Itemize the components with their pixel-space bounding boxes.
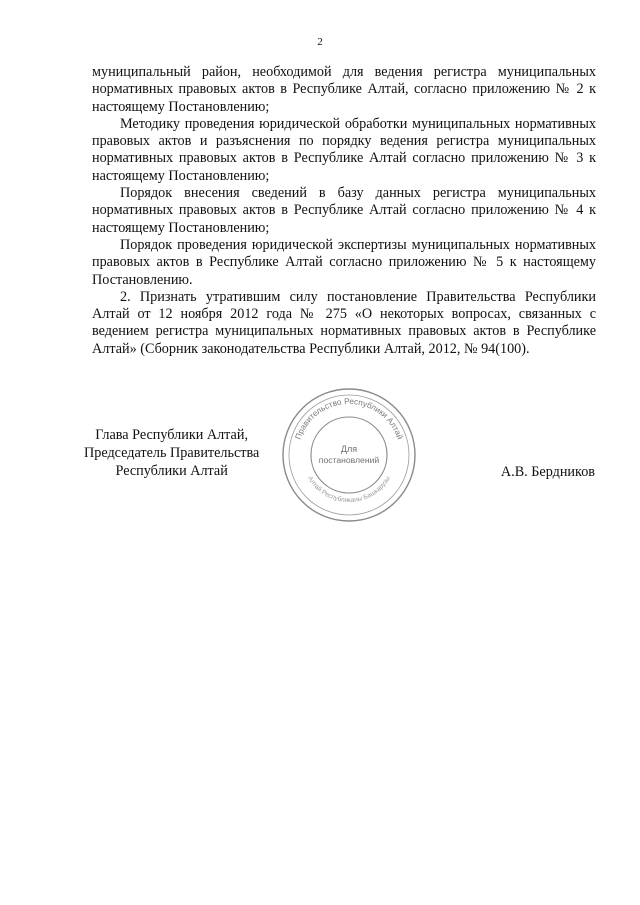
seal-center-line-2: постановлений <box>318 455 380 465</box>
official-seal-stamp <box>280 386 418 524</box>
seal-ring-text-lower: Алтай Республиканы Башкарузы <box>306 475 392 505</box>
paragraph-5: 2. Признать утратившим силу постановление Правительства Республики Алтай от 12 ноября 2012 года № 275 «О некоторых вопросах, связанных с ведением регистра муниципальных нормативных правовых актов в Республике Алтай» (Сборник законодательства Республики Алтай, 2012, № 94(100). <box>92 288 596 357</box>
paragraph-3: Порядок внесения сведений в базу данных регистра муниципальных нормативных правовых актов в Республике Алтай согласно приложению № 4 к настоящему Постановлению; <box>92 185 596 236</box>
signatory-name: А.В. Бердников <box>500 464 595 480</box>
signatory-title-line-3: Республики Алтай <box>115 463 228 479</box>
signatory-title-line-2: Председатель Правительства <box>84 445 260 461</box>
signatory-title-line-1: Глава Республики Алтай, <box>95 427 248 443</box>
paragraph-1: муниципальный район, необходимой для ведения регистра муниципальных нормативных правовых актов в Республике Алтай, согласно приложению № 2 к настоящему Постановлению; <box>92 64 596 115</box>
seal-center-line-1: Для <box>340 444 358 454</box>
page-number: 2 <box>317 36 323 48</box>
signatory-title <box>84 426 259 480</box>
seal-ring-text: Правительство Республики Алтай <box>293 396 405 441</box>
paragraph-4: Порядок проведения юридической экспертизы муниципальных нормативных правовых актов в Республике Алтай согласно приложению № 5 к настоящему Постановлению. <box>92 236 596 288</box>
paragraph-2: Методику проведения юридической обработки муниципальных нормативных правовых актов и разъяснения по порядку ведения регистра муниципальных нормативных правовых актов в Республике Алтай согласно приложению № 3 к настоящему Постановлению; <box>92 115 596 184</box>
document-body <box>92 64 596 358</box>
